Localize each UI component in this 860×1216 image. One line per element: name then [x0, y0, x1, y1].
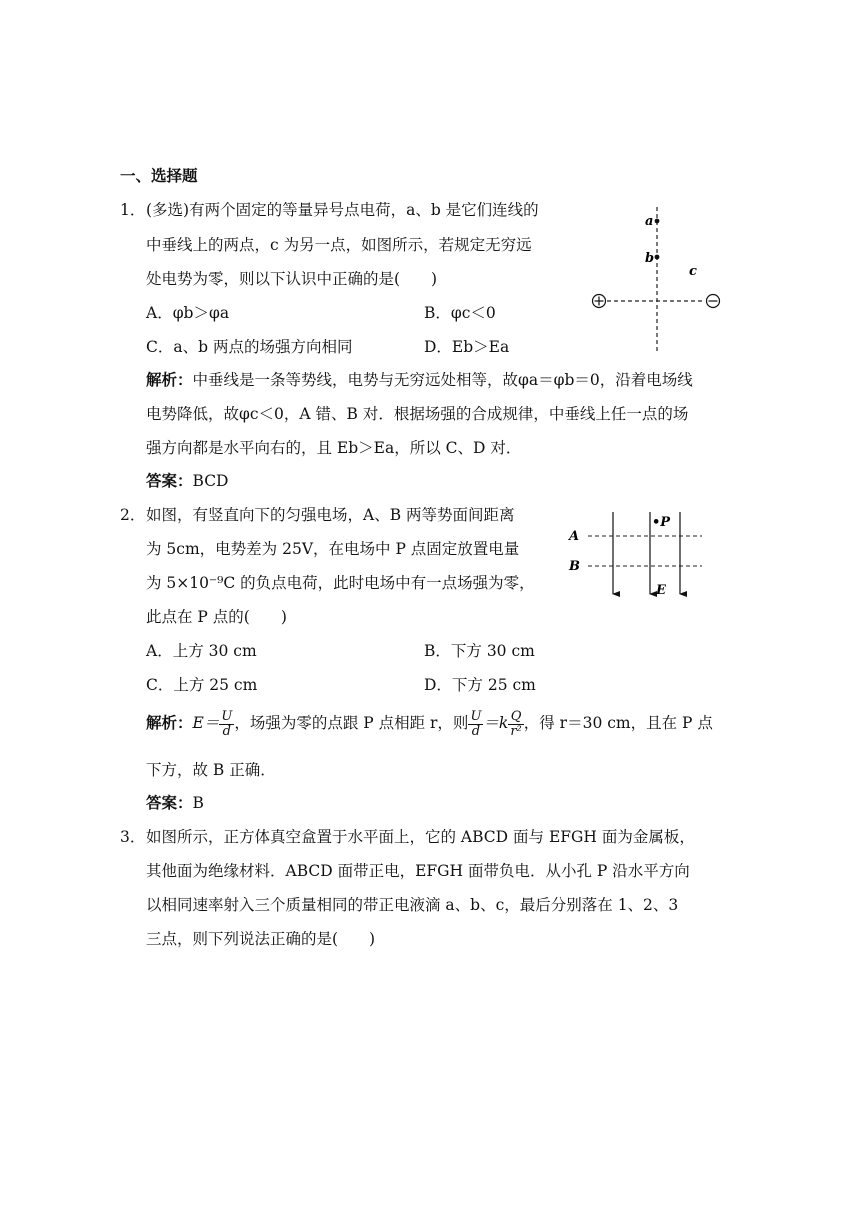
q2-option-b: B．下方 30 cm — [424, 642, 535, 660]
q2-analysis-pre: E＝ — [192, 714, 220, 732]
q1-analysis-label: 解析： — [146, 371, 193, 389]
q2-answer-label: 答案： — [146, 794, 193, 812]
q2-figure — [566, 510, 706, 602]
q2-line-4: 此点在 P 点的( ) — [146, 608, 287, 626]
q1-number: 1． — [120, 201, 146, 219]
q1-label-c: c — [689, 264, 697, 279]
q1-option-d: D．Eb＞Ea — [424, 338, 510, 356]
q3-number: 3． — [120, 828, 146, 846]
q2-line-2: 为 5cm，电势差为 25V，在电场中 P 点固定放置电量 — [146, 540, 520, 558]
q2-fraction-u-over-d — [219, 710, 234, 739]
q2-label-b: B — [569, 559, 580, 574]
q1-option-a: A．φb＞φa — [146, 304, 230, 322]
q2-option-a: A．上方 30 cm — [146, 642, 257, 660]
q2-fraction-q-over-r2 — [508, 710, 523, 739]
q1-analysis-line-2: 电势降低，故φc＜0，A 错、B 对．根据场强的合成规律，中垂线上任一点的场 — [146, 405, 689, 423]
q2-analysis-label: 解析： — [146, 714, 193, 732]
q2-analysis-mid: ，场强为零的点跟 P 点相距 r，则 — [234, 714, 469, 732]
section-title: 一、选择题 — [120, 167, 198, 185]
q1-line-1: (多选)有两个固定的等量异号点电荷，a、b 是它们连线的 — [146, 201, 539, 219]
q1-label-a: a — [645, 214, 654, 229]
q1-analysis-line-3: 强方向都是水平向右的，且 Eb＞Ea，所以 C、D 对． — [146, 439, 522, 457]
q2-frac2-num: U — [470, 708, 482, 724]
q2-line-3: 为 5×10⁻⁹C 的负点电荷，此时电场中有一点场强为零， — [146, 574, 535, 592]
q1-line-2: 中垂线上的两点，c 为另一点，如图所示，若规定无穷远 — [146, 236, 532, 254]
q3-line-4: 三点，则下列说法正确的是( ) — [146, 930, 376, 948]
q1-answer — [146, 470, 228, 492]
q3-line-3: 以相同速率射入三个质量相同的带正电液滴 a、b、c，最后分别落在 1、2、3 — [146, 896, 679, 914]
q2-answer — [146, 792, 204, 814]
q2-label-p: •P — [652, 515, 671, 530]
q2-frac1-den: d — [222, 723, 231, 739]
q2-frac2-den: d — [471, 723, 481, 739]
q2-option-d: D．下方 25 cm — [424, 676, 536, 694]
q2-number: 2． — [120, 506, 146, 524]
q1-option-b: B．φc＜0 — [424, 304, 496, 322]
q1-answer-label: 答案： — [146, 472, 193, 490]
q2-analysis-eq: ＝k — [483, 714, 509, 732]
q1-answer-value: BCD — [192, 472, 229, 490]
q1-option-c: C．a、b 两点的场强方向相同 — [146, 338, 353, 356]
q2-line-1: 如图，有竖直向下的匀强电场，A、B 两等势面间距离 — [146, 506, 515, 524]
q2-frac1-num: U — [221, 708, 233, 724]
q3-line-1: 如图所示，正方体真空盒置于水平面上，它的 ABCD 面与 EFGH 面为金属板， — [146, 828, 695, 846]
q2-frac3-den: r² — [510, 723, 522, 739]
q1-figure — [585, 205, 730, 355]
q1-negative-charge — [707, 295, 720, 308]
q2-option-c: C．上方 25 cm — [146, 676, 258, 694]
q2-fraction-u-over-d-2 — [468, 710, 483, 739]
q1-positive-charge — [593, 295, 606, 308]
q1-line-3: 处电势为零，则以下认识中正确的是( ) — [146, 270, 438, 288]
q1-point-b — [655, 255, 660, 260]
q2-label-a: A — [569, 529, 580, 544]
q1-point-a — [655, 219, 660, 224]
q2-frac3-num: Q — [508, 710, 523, 725]
q1-analysis-line-1 — [146, 369, 693, 391]
q2-answer-value: B — [192, 794, 204, 812]
q1-analysis-text-1: 中垂线是一条等势线，电势与无穷远处相等，故φa＝φb＝0，沿着电场线 — [192, 371, 693, 389]
q2-analysis-post: ，得 r＝30 cm，且在 P 点 — [523, 714, 713, 732]
q2-label-e: E — [656, 583, 666, 598]
q2-analysis-line-1 — [146, 706, 713, 740]
q3-line-2: 其他面为绝缘材料．ABCD 面带正电，EFGH 面带负电．从小孔 P 沿水平方向 — [146, 862, 690, 880]
q1-label-b: b — [645, 251, 655, 266]
q2-analysis-line-2: 下方，故 B 正确． — [146, 761, 276, 779]
